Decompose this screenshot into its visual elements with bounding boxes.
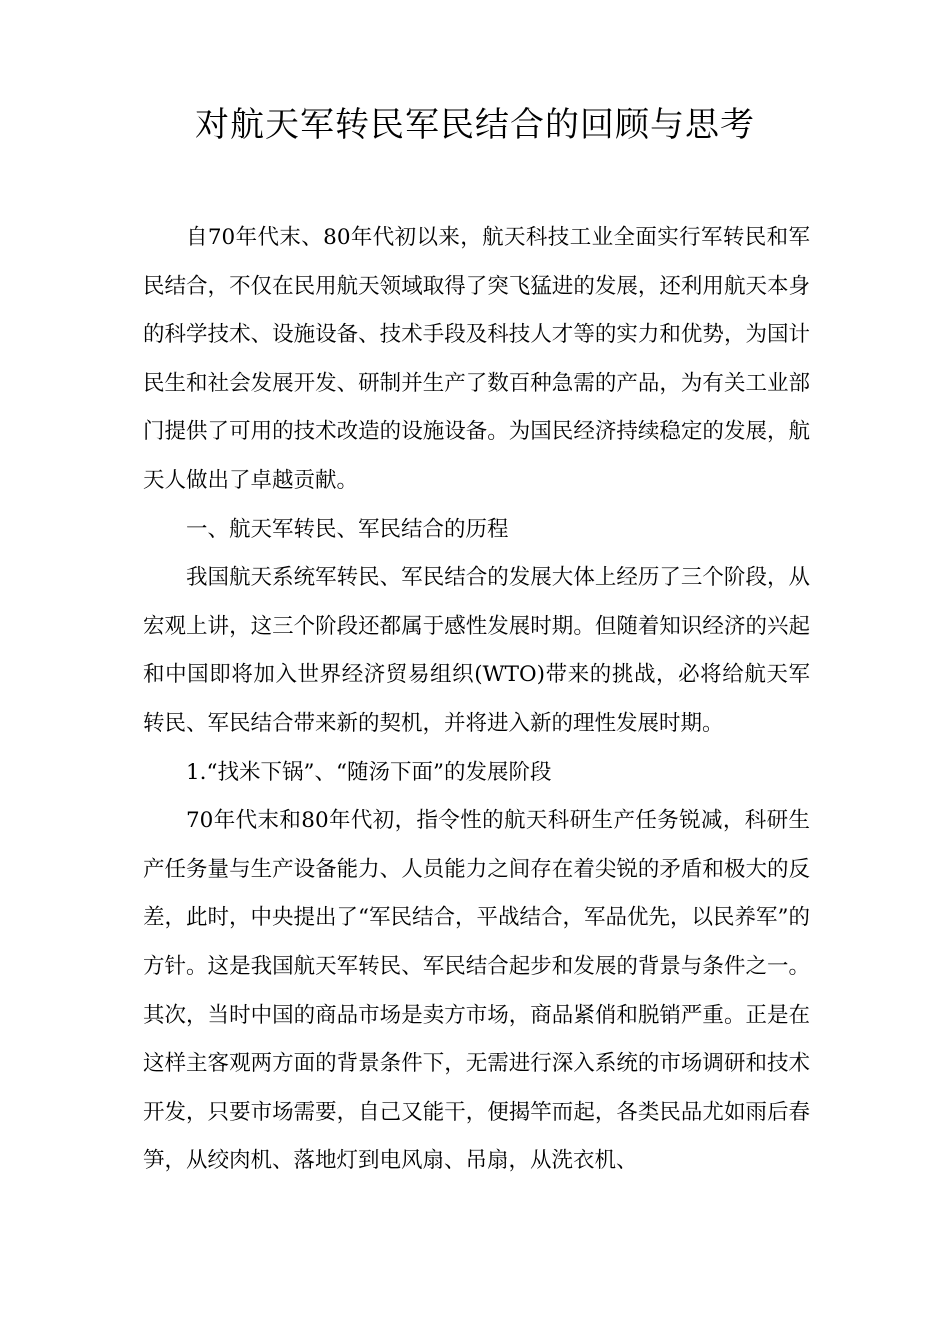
- document-body: [143, 214, 810, 1186]
- paragraph-history: 我国航天系统军转民、军民结合的发展大体上经历了三个阶段，从宏观上讲，这三个阶段还都属于感性发展时期。但随着知识经济的兴起和中国即将加入世界经济贸易组织(WTO)带来的挑战，必将给航天军转民、军民结合带来新的契机，并将进入新的理性发展时期。: [143, 565, 810, 736]
- subsection-heading-1: 1.“找米下锅”、“随汤下面”的发展阶段: [186, 759, 552, 785]
- paragraph-intro: 自70年代末、80年代初以来，航天科技工业全面实行军转民和军民结合，不仅在民用航天领域取得了突飞猛进的发展，还利用航天本身的科学技术、设施设备、技术手段及科技人才等的实力和优势，为国计民生和社会发展开发、研制并生产了数百种急需的产品，为有关工业部门提供了可用的技术改造的设施设备。为国民经济持续稳定的发展，航天人做出了卓越贡献。: [143, 225, 810, 493]
- section-heading-1: 一、航天军转民、军民结合的历程: [186, 516, 509, 542]
- document-title: 对航天军转民军民结合的回顾与思考: [195, 105, 755, 145]
- paragraph-stage-1: 70年代末和80年代初，指令性的航天科研生产任务锐减，科研生产任务量与生产设备能力、人员能力之间存在着尖锐的矛盾和极大的反差，此时，中央提出了“军民结合，平战结合，军品优先，以民养军”的方针。这是我国航天军转民、军民结合起步和发展的背景与条件之一。其次，当时中国的商品市场是卖方市场，商品紧俏和脱销严重。正是在这样主客观两方面的背景条件下，无需进行深入系统的市场调研和技术开发，只要市场需要，自己又能干，便揭竿而起，各类民品尤如雨后春笋，从绞肉机、落地灯到电风扇、吊扇，从洗衣机、: [143, 808, 810, 1174]
